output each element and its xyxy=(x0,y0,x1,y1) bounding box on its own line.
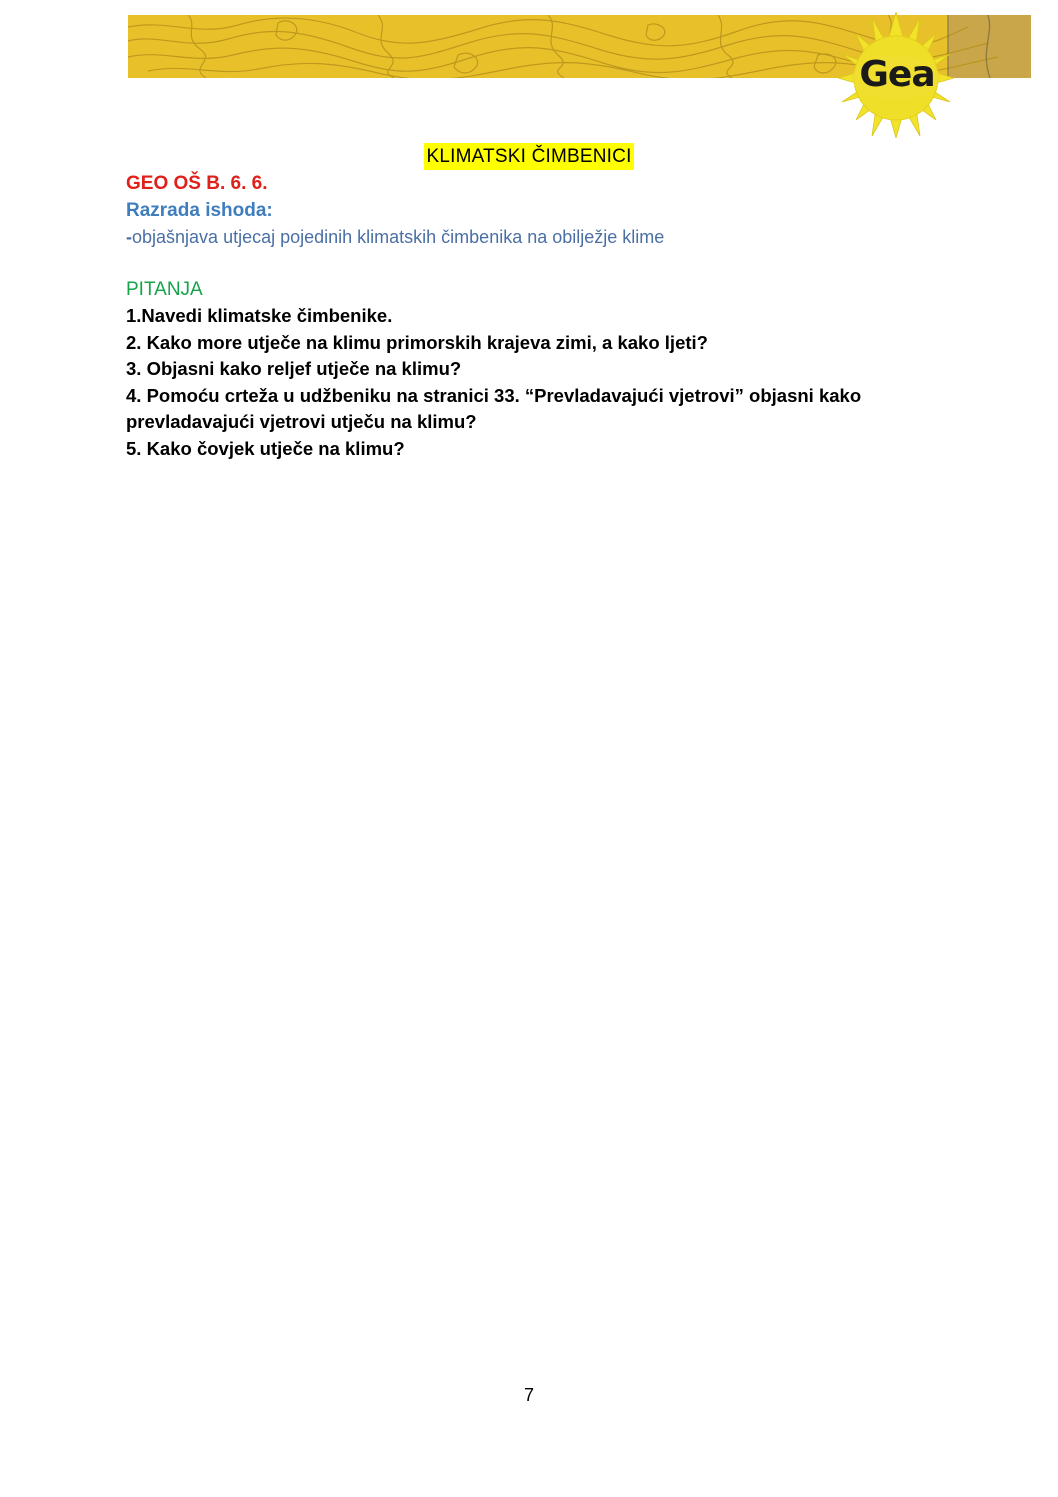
questions-heading: PITANJA xyxy=(126,278,203,300)
worksheet-content xyxy=(126,171,1006,462)
question-item: 1.Navedi klimatske čimbenike. xyxy=(126,305,393,326)
title-container xyxy=(0,143,1058,170)
gea-logo-text: Gea xyxy=(859,54,935,95)
outcome-dash: - xyxy=(126,227,132,247)
question-item: 4. Pomoću crteža u udžbeniku na stranici 33. “Prevladavajući vjetrovi” objasni kako xyxy=(126,384,862,406)
question-item: prevladavajući vjetrovi utječu na klimu? xyxy=(126,411,477,432)
outcome-description xyxy=(126,224,1006,251)
question-item: 5. Kako čovjek utječe na klimu? xyxy=(126,437,405,459)
outcome-code: GEO OŠ B. 6. 6. xyxy=(126,173,268,194)
razrada-label: Razrada ishoda: xyxy=(126,199,273,221)
gea-logo xyxy=(838,12,954,138)
outcome-text: objašnjava utjecaj pojedinih klimatskih čimbenika na obilježje klime xyxy=(132,227,665,247)
spacer xyxy=(126,251,1006,277)
page-number: 7 xyxy=(523,1385,534,1405)
question-item: 2. Kako more utječe na klimu primorskih krajeva zimi, a kako ljeti? xyxy=(126,331,708,353)
question-item: 3. Objasni kako reljef utječe na klimu? xyxy=(126,358,462,379)
page-title: KLIMATSKI ČIMBENICI xyxy=(424,143,633,170)
